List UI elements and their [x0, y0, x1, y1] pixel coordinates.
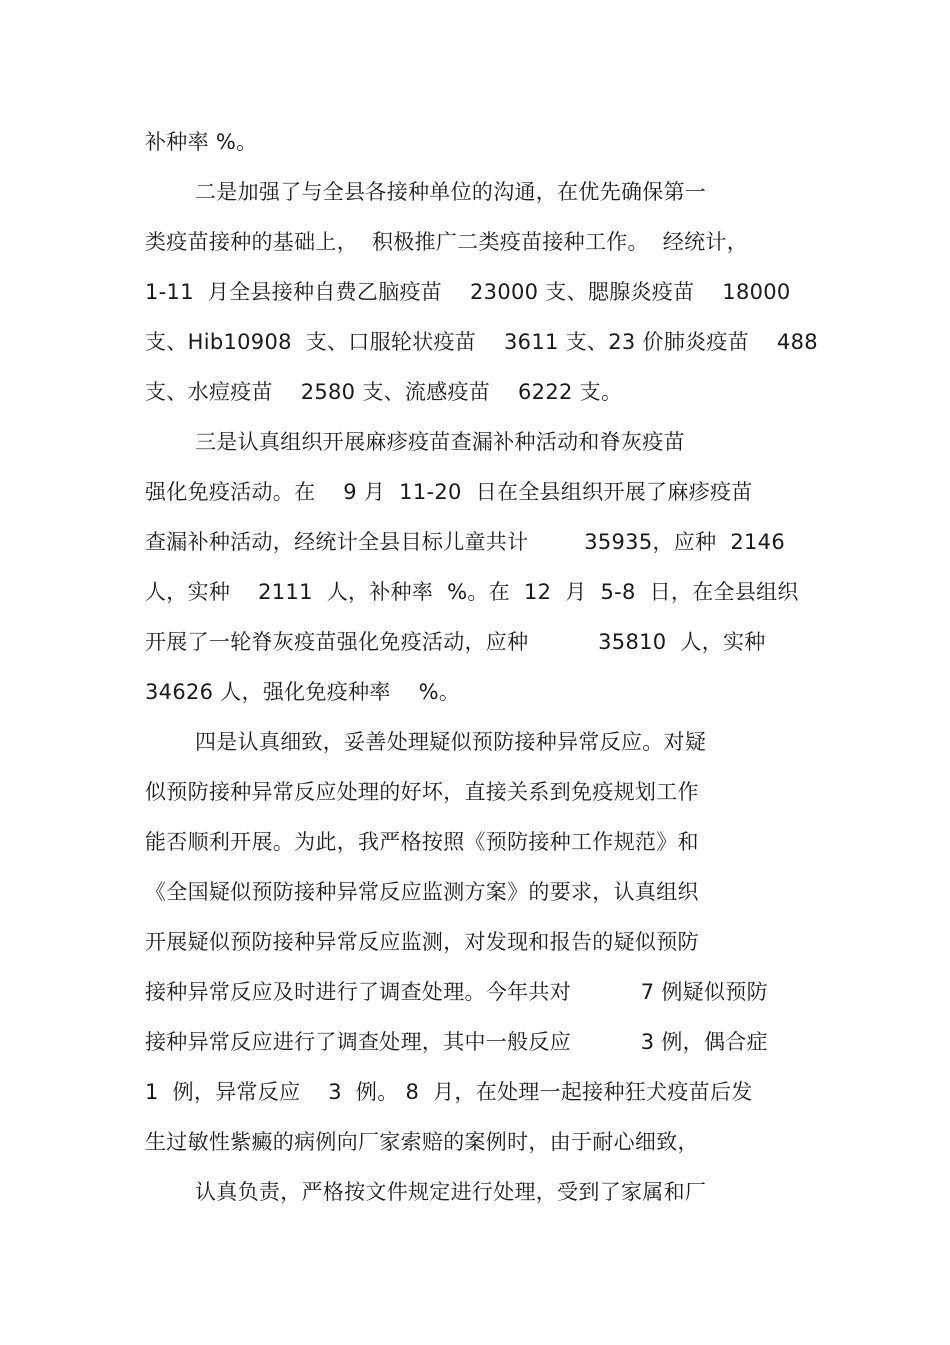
text-line-20: 1 例，异常反应 3 例。 8 月，在处理一起接种狂犬疫苗后发 [145, 1080, 753, 1104]
text-line-11: 开展了一轮脊灰疫苗强化免疫活动，应种 35810 人，实种 [145, 630, 766, 654]
text-line-7: 三是认真组织开展麻疹疫苗查漏补种活动和脊灰疫苗 [195, 430, 685, 454]
text-line-13: 四是认真细致，妥善处理疑似预防接种异常反应。对疑 [195, 730, 707, 754]
text-line-6: 支、水痘疫苗 2580 支、流感疫苗 6222 支。 [145, 380, 623, 404]
text-line-5: 支、Hib10908 支、口服轮状疫苗 3611 支、23 价肺炎疫苗 488 [145, 330, 818, 354]
text-line-19: 接种异常反应进行了调查处理，其中一般反应 3 例，偶合症 [145, 1030, 768, 1054]
text-line-22: 认真负责，严格按文件规定进行处理，受到了家属和厂 [195, 1180, 707, 1204]
text-line-8: 强化免疫活动。在 9 月 11-20 日在全县组织开展了麻疹疫苗 [145, 480, 753, 504]
text-line-16: 《全国疑似预防接种异常反应监测方案》的要求，认真组织 [145, 880, 699, 904]
text-line-14: 似预防接种异常反应处理的好坏，直接关系到免疫规划工作 [145, 780, 699, 804]
text-line-21: 生过敏性紫癜的病例向厂家索赔的案例时，由于耐心细致， [145, 1130, 699, 1154]
text-line-9: 查漏补种活动，经统计全县目标儿童共计 35935，应种 2146 [145, 530, 785, 554]
text-line-10: 人，实种 2111 人，补种率 %。在 12 月 5-8 日，在全县组织 [145, 580, 799, 604]
text-line-2: 二是加强了与全县各接种单位的沟通，在优先确保第一 [195, 180, 707, 204]
text-line-1: 补种率 %。 [145, 130, 258, 154]
text-line-15: 能否顺利开展。为此，我严格按照《预防接种工作规范》和 [145, 830, 699, 854]
text-line-18: 接种异常反应及时进行了调查处理。今年共对 7 例疑似预防 [145, 980, 768, 1004]
text-line-3: 类疫苗接种的基础上， 积极推广二类疫苗接种工作。 经统计， [145, 230, 748, 254]
text-line-17: 开展疑似预防接种异常反应监测，对发现和报告的疑似预防 [145, 930, 699, 954]
text-line-4: 1-11 月全县接种自费乙脑疫苗 23000 支、腮腺炎疫苗 18000 [145, 280, 791, 304]
text-line-12: 34626 人，强化免疫种率 %。 [145, 680, 461, 704]
